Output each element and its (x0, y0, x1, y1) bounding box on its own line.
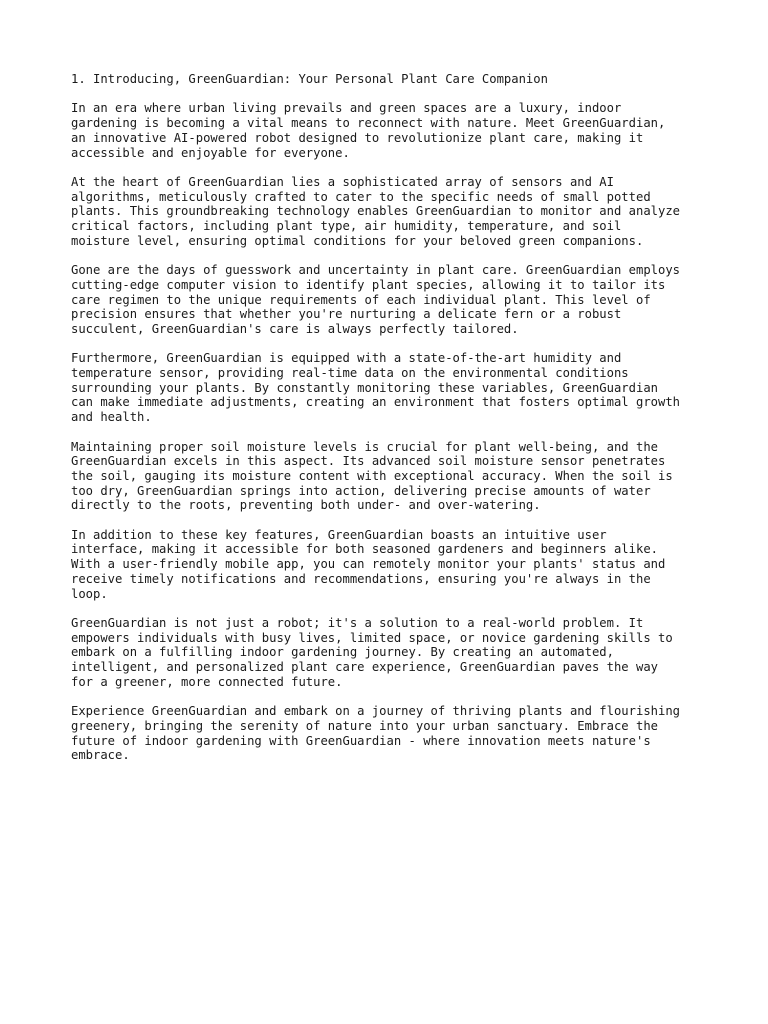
paragraph-computer-vision: Gone are the days of guesswork and uncertainty in plant care. GreenGuardian employs cutting-edge computer vision to identify plant species, allowing it to tailor its care regimen to the unique requirements of each individual plant. This level of precision ensures that whether you're nurturing a delicate fern or a robust succulent, GreenGuardian's care is always perfectly tailored. (71, 263, 681, 336)
paragraph-humidity: Furthermore, GreenGuardian is equipped with a state-of-the-art humidity and temperature sensor, providing real-time data on the environmental conditions surrounding your plants. By constantly monitoring these variables, GreenGuardian can make immediate adjustments, creating an environment that fosters optimal growth and health. (71, 351, 681, 425)
paragraph-sensors: At the heart of GreenGuardian lies a sophisticated array of sensors and AI algorithms, meticulously crafted to cater to the specific needs of small potted plants. This groundbreaking technology enables GreenGuardian to monitor and analyze critical factors, including plant type, air humidity, temperature, and soil moisture level, ensuring optimal conditions for your beloved green companions. (71, 174, 681, 248)
paragraph-soil-moisture: Maintaining proper soil moisture levels is crucial for plant well-being, and the GreenGuardian excels in this aspect. Its advanced soil moisture sensor penetrates the soil, gauging its moisture content with exceptional accuracy. When the soil is too dry, GreenGuardian springs into action, delivering precise amounts of water directly to the roots, preventing both under- and over-watering. (71, 439, 673, 513)
paragraph-user-interface: In addition to these key features, GreenGuardian boasts an intuitive user interface, making it accessible for both seasoned gardeners and beginners alike. With a user-friendly mobile app, you can remotely monitor your plants' status and receive timely notifications and recommendations, ensuring you're always in the loop. (71, 527, 666, 601)
document-title: 1. Introducing, GreenGuardian: Your Personal Plant Care Companion (71, 72, 548, 86)
paragraph-intro: In an era where urban living prevails and green spaces are a luxury, indoor gardening is becoming a vital means to reconnect with nature. Meet GreenGuardian, an innovative AI-powered robot designed to revolutionize plant care, making it accessible and enjoyable for everyone. (71, 101, 666, 160)
paragraph-solution: GreenGuardian is not just a robot; it's a solution to a real-world problem. It empowers individuals with busy lives, limited space, or novice gardening skills to embark on a fulfilling indoor gardening journey. By creating an automated, intelligent, and personalized plant care experience, GreenGuardian paves the way for a greener, more connected future. (71, 615, 673, 689)
paragraph-closing: Experience GreenGuardian and embark on a journey of thriving plants and flourishing greenery, bringing the serenity of nature into your urban sanctuary. Embrace the future of indoor gardening with GreenGuardian - where innovation meets nature's embrace. (71, 704, 681, 763)
